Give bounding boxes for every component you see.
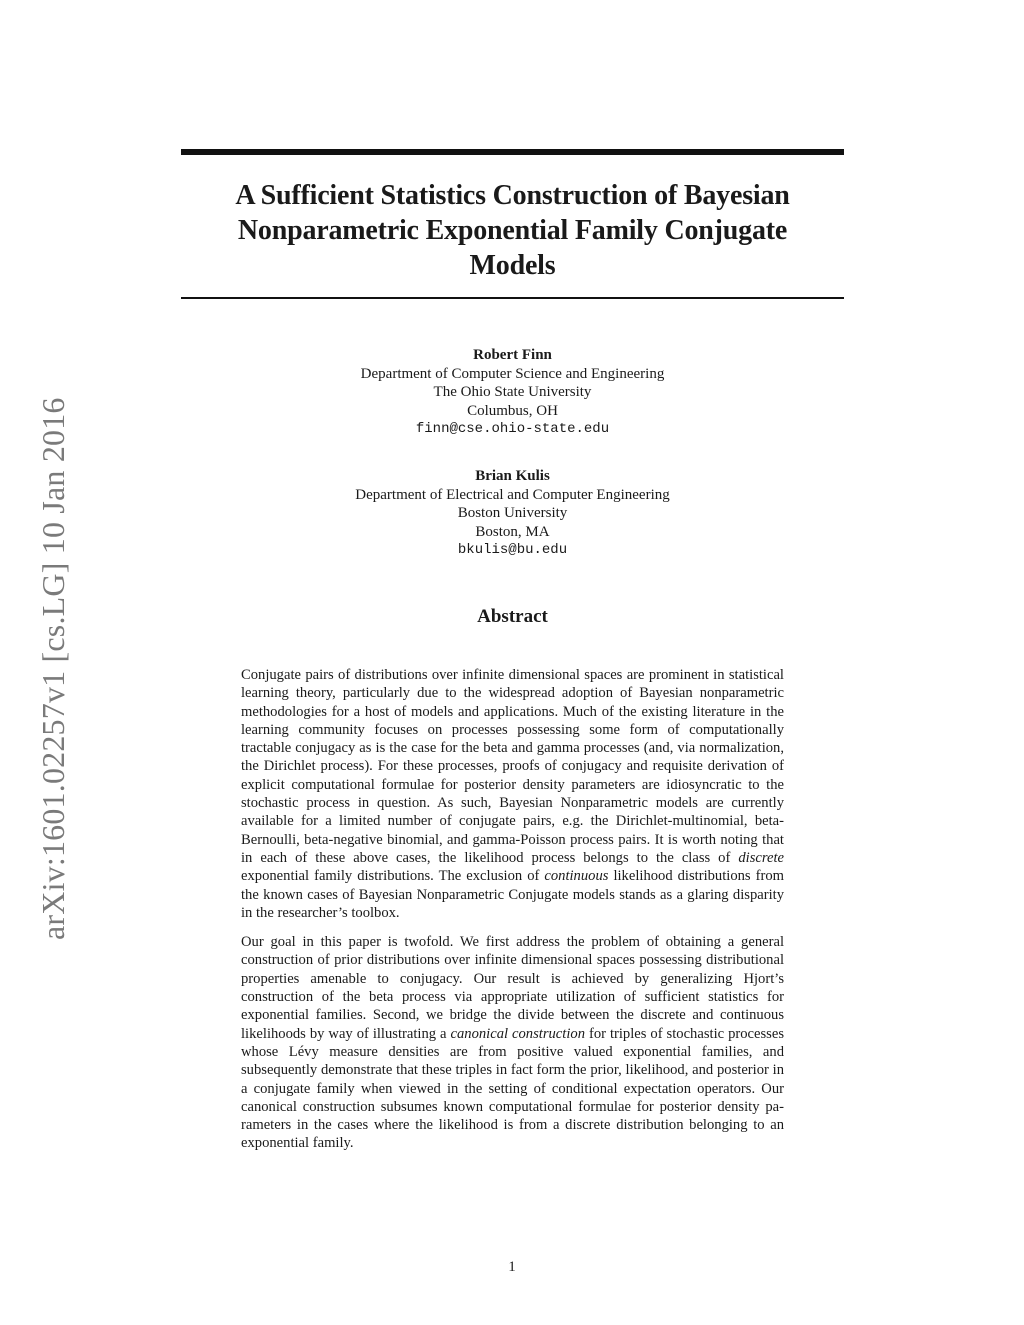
abstract-p1-emphasis-continuous: continuous [544, 868, 609, 885]
page-number: 1 [508, 1259, 516, 1275]
author-name: Brian Kulis [475, 468, 550, 484]
author-block-kulis [181, 467, 844, 560]
author-institution: Boston University [457, 505, 568, 521]
author-location: Columbus, OH [467, 402, 558, 419]
abstract-body [241, 666, 784, 1164]
abstract-p2-emphasis-canonical: canonical construction [450, 1025, 585, 1042]
author-name: Robert Finn [473, 347, 552, 363]
abstract-p1-text-c: likelihood distributions from the known cases of Bayesian Nonparametric Conjugate models stands as a glaring disparity in the researcher’s toolbox. [241, 868, 784, 921]
abstract-p1-text-b: exponential family distributions. The exclusion of [241, 868, 545, 885]
author-block-finn [181, 346, 844, 439]
abstract-p1-text-a: Conjugate pairs of distributions over infinite dimensional spaces are prominent in statistical learning theory, particularly due to the widespread adoption of Bayesian nonparametric methodologies for a host of models and applications. Much of the existing literature in the learning community focuses on processes possessing some form of computationally tractable conjugacy as is the case for the beta and gamma processes (and, via normalization, the Dirichlet process). For these processes, proofs of conjugacy and requisite derivation of explicit computational formulae for posterior density parameters are idiosyncratic to the stochastic process in question. As such, Bayesian Nonparametric models are currently available for a limited number of conjugate pairs, e.g. the Dirichlet-multinomial, beta-Bernoulli, beta-negative binomial, and gamma-Poisson process pairs. It is worth noting that in each of these above cases, the likelihood process belongs to the class of [241, 667, 784, 866]
author-location: Boston, MA [475, 523, 550, 540]
title-top-rule [181, 149, 844, 155]
arxiv-identifier-stamp: arXiv:1601.02257v1 [cs.LG] 10 Jan 2016 [35, 397, 71, 940]
title-line-1: A Sufficient Statistics Construction of Bayesian [235, 180, 790, 211]
paper-title [181, 178, 844, 283]
title-line-3: Models [469, 250, 556, 281]
author-institution: The Ohio State University [433, 384, 592, 400]
abstract-heading: Abstract [477, 606, 548, 627]
author-department: Department of Computer Science and Engineering [360, 365, 665, 382]
abstract-paragraph-1 [241, 666, 784, 922]
title-bottom-rule [181, 297, 844, 299]
author-email: finn@cse.ohio-state.edu [415, 421, 610, 437]
abstract-p2-text-a: Our goal in this paper is twofold. We first address the problem of obtaining a general construction of prior distributions over infinite dimensional spaces possessing distributional properties amenable to conjugacy. Our result is achieved by generalizing Hjort’s construction of the beta process via appropriate utilization of sufficient statistics for exponential families. Second, we bridge the divide between the discrete and continuous likelihoods by way of illustrating a [241, 934, 784, 1042]
author-department: Department of Electrical and Computer Engineering [355, 486, 670, 503]
author-email: bkulis@bu.edu [457, 542, 568, 558]
abstract-paragraph-2 [241, 933, 784, 1153]
abstract-p2-text-b: for triples of stochastic processes whose Lévy measure densities are from positive valued exponential families, and subsequently demonstrate that these triples in fact form the prior, likelihood, and posterior in a conjugate family when viewed in the setting of conditional expectation operators. Our canonical construction subsumes known computational formulae for posterior density parameters in the cases where the likelihood is from a discrete distribution belonging to an exponential family. [241, 1025, 784, 1152]
title-line-2: Nonparametric Exponential Family Conjugate [237, 215, 788, 246]
abstract-p1-emphasis-discrete: discrete [738, 849, 784, 866]
